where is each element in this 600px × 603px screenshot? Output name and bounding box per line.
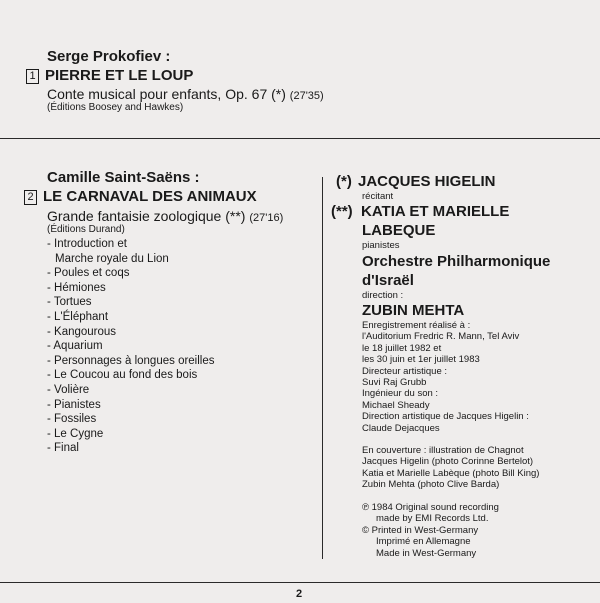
work-subtitle-1 (47, 86, 324, 102)
list-item (55, 252, 215, 267)
credit-line: Direction artistique de Jacques Higelin : (362, 411, 529, 423)
credit-line: Ingénieur du son : (362, 388, 439, 400)
publisher-1: (Éditions Boosey and Hawkes) (47, 102, 184, 113)
subtitle-text: Grande fantaisie zoologique (**) (47, 208, 246, 224)
credit-line: le 18 juillet 1982 et (362, 342, 442, 354)
track-number-box: 1 (26, 69, 39, 84)
pianists-row (331, 203, 509, 220)
work-title: PIERRE ET LE LOUP (45, 67, 194, 84)
phonogram-line (362, 502, 499, 513)
page-number: 2 (296, 588, 303, 600)
list-item: - Introduction et (47, 237, 215, 252)
publisher-2: (Éditions Durand) (47, 224, 125, 235)
orchestra-name: Orchestre Philharmonique (362, 253, 551, 270)
footnote-mark: (*) (336, 173, 352, 190)
column-divider (322, 177, 323, 559)
list-item: - Tortues (47, 295, 215, 310)
direction-role: direction : (362, 290, 404, 301)
work-title-row-1 (26, 67, 193, 84)
credit-line: Katia et Marielle Labèque (photo Bill King) (362, 467, 540, 479)
cover-credits (362, 445, 539, 491)
pianists-name-line2: LABEQUE (362, 222, 436, 239)
credit-line: Claude Dejacques (362, 422, 440, 434)
divider-bottom (0, 582, 600, 583)
list-item: - L'Éléphant (47, 310, 215, 325)
copyright-line (362, 525, 499, 536)
work-title-row-2 (24, 188, 257, 205)
copyright-text: Printed in West-Germany (371, 524, 479, 536)
duration: (27'16) (249, 212, 284, 224)
list-item: - Pianistes (47, 398, 215, 413)
credit-line: Suvi Raj Grubb (362, 377, 427, 389)
credit-line: Zubin Mehta (photo Clive Barda) (362, 479, 500, 491)
list-item: - Final (47, 441, 215, 456)
divider-top (0, 138, 600, 139)
composer-prokofiev: Serge Prokofiev : (47, 48, 171, 65)
subtitle-text: Conte musical pour enfants, Op. 67 (*) (47, 86, 286, 102)
narrator-name: JACQUES HIGELIN (358, 173, 496, 190)
duration: (27'35) (289, 90, 324, 102)
copyright-icon: © (362, 524, 369, 536)
phonogram-icon: ℗ (362, 502, 369, 513)
narrator-role: récitant (362, 191, 394, 202)
copyright-text: Imprimé en Allemagne (376, 536, 471, 548)
composer-saint-saens: Camille Saint-Saëns : (47, 169, 200, 186)
footnote-mark: (**) (331, 203, 353, 220)
pianists-name: KATIA ET MARIELLE (361, 203, 510, 220)
list-item: - Hémiones (47, 281, 215, 296)
track-number-box: 2 (24, 190, 37, 205)
list-item: - Kangourous (47, 325, 215, 340)
credit-line: l'Auditorium Fredric R. Mann, Tel Aviv (362, 331, 520, 343)
recording-credits (362, 320, 529, 434)
list-item: - Le Coucou au fond des bois (47, 368, 215, 383)
copyright-text: made by EMI Records Ltd. (376, 513, 489, 525)
pianists-role: pianistes (362, 240, 400, 251)
credit-line: Enregistrement réalisé à : (362, 320, 471, 331)
list-item: - Poules et coqs (47, 266, 215, 281)
orchestra-name-line2: d'Israël (362, 272, 414, 289)
credit-line: En couverture : illustration de Chagnot (362, 445, 524, 456)
credit-line: Jacques Higelin (photo Corinne Bertelot) (362, 456, 534, 468)
credit-line: Directeur artistique : (362, 365, 448, 377)
copyright-text: Made in West-Germany (376, 547, 477, 559)
movement-list (47, 237, 215, 456)
list-item: - Le Cygne (47, 427, 215, 442)
work-title: LE CARNAVAL DES ANIMAUX (43, 188, 257, 205)
copyright-text: 1984 Original sound recording (371, 502, 499, 513)
credit-line: les 30 juin et 1er juillet 1983 (362, 354, 480, 366)
conductor-name: ZUBIN MEHTA (362, 302, 465, 319)
work-subtitle-2 (47, 208, 283, 224)
list-item: - Aquarium (47, 339, 215, 354)
list-item: - Fossiles (47, 412, 215, 427)
copyright-block (362, 502, 499, 559)
list-item: - Personnages à longues oreilles (47, 354, 215, 369)
narrator-row (336, 173, 496, 190)
list-item-text: Marche royale du Lion (55, 252, 169, 265)
credit-line: Michael Sheady (362, 399, 430, 411)
list-item: - Volière (47, 383, 215, 398)
